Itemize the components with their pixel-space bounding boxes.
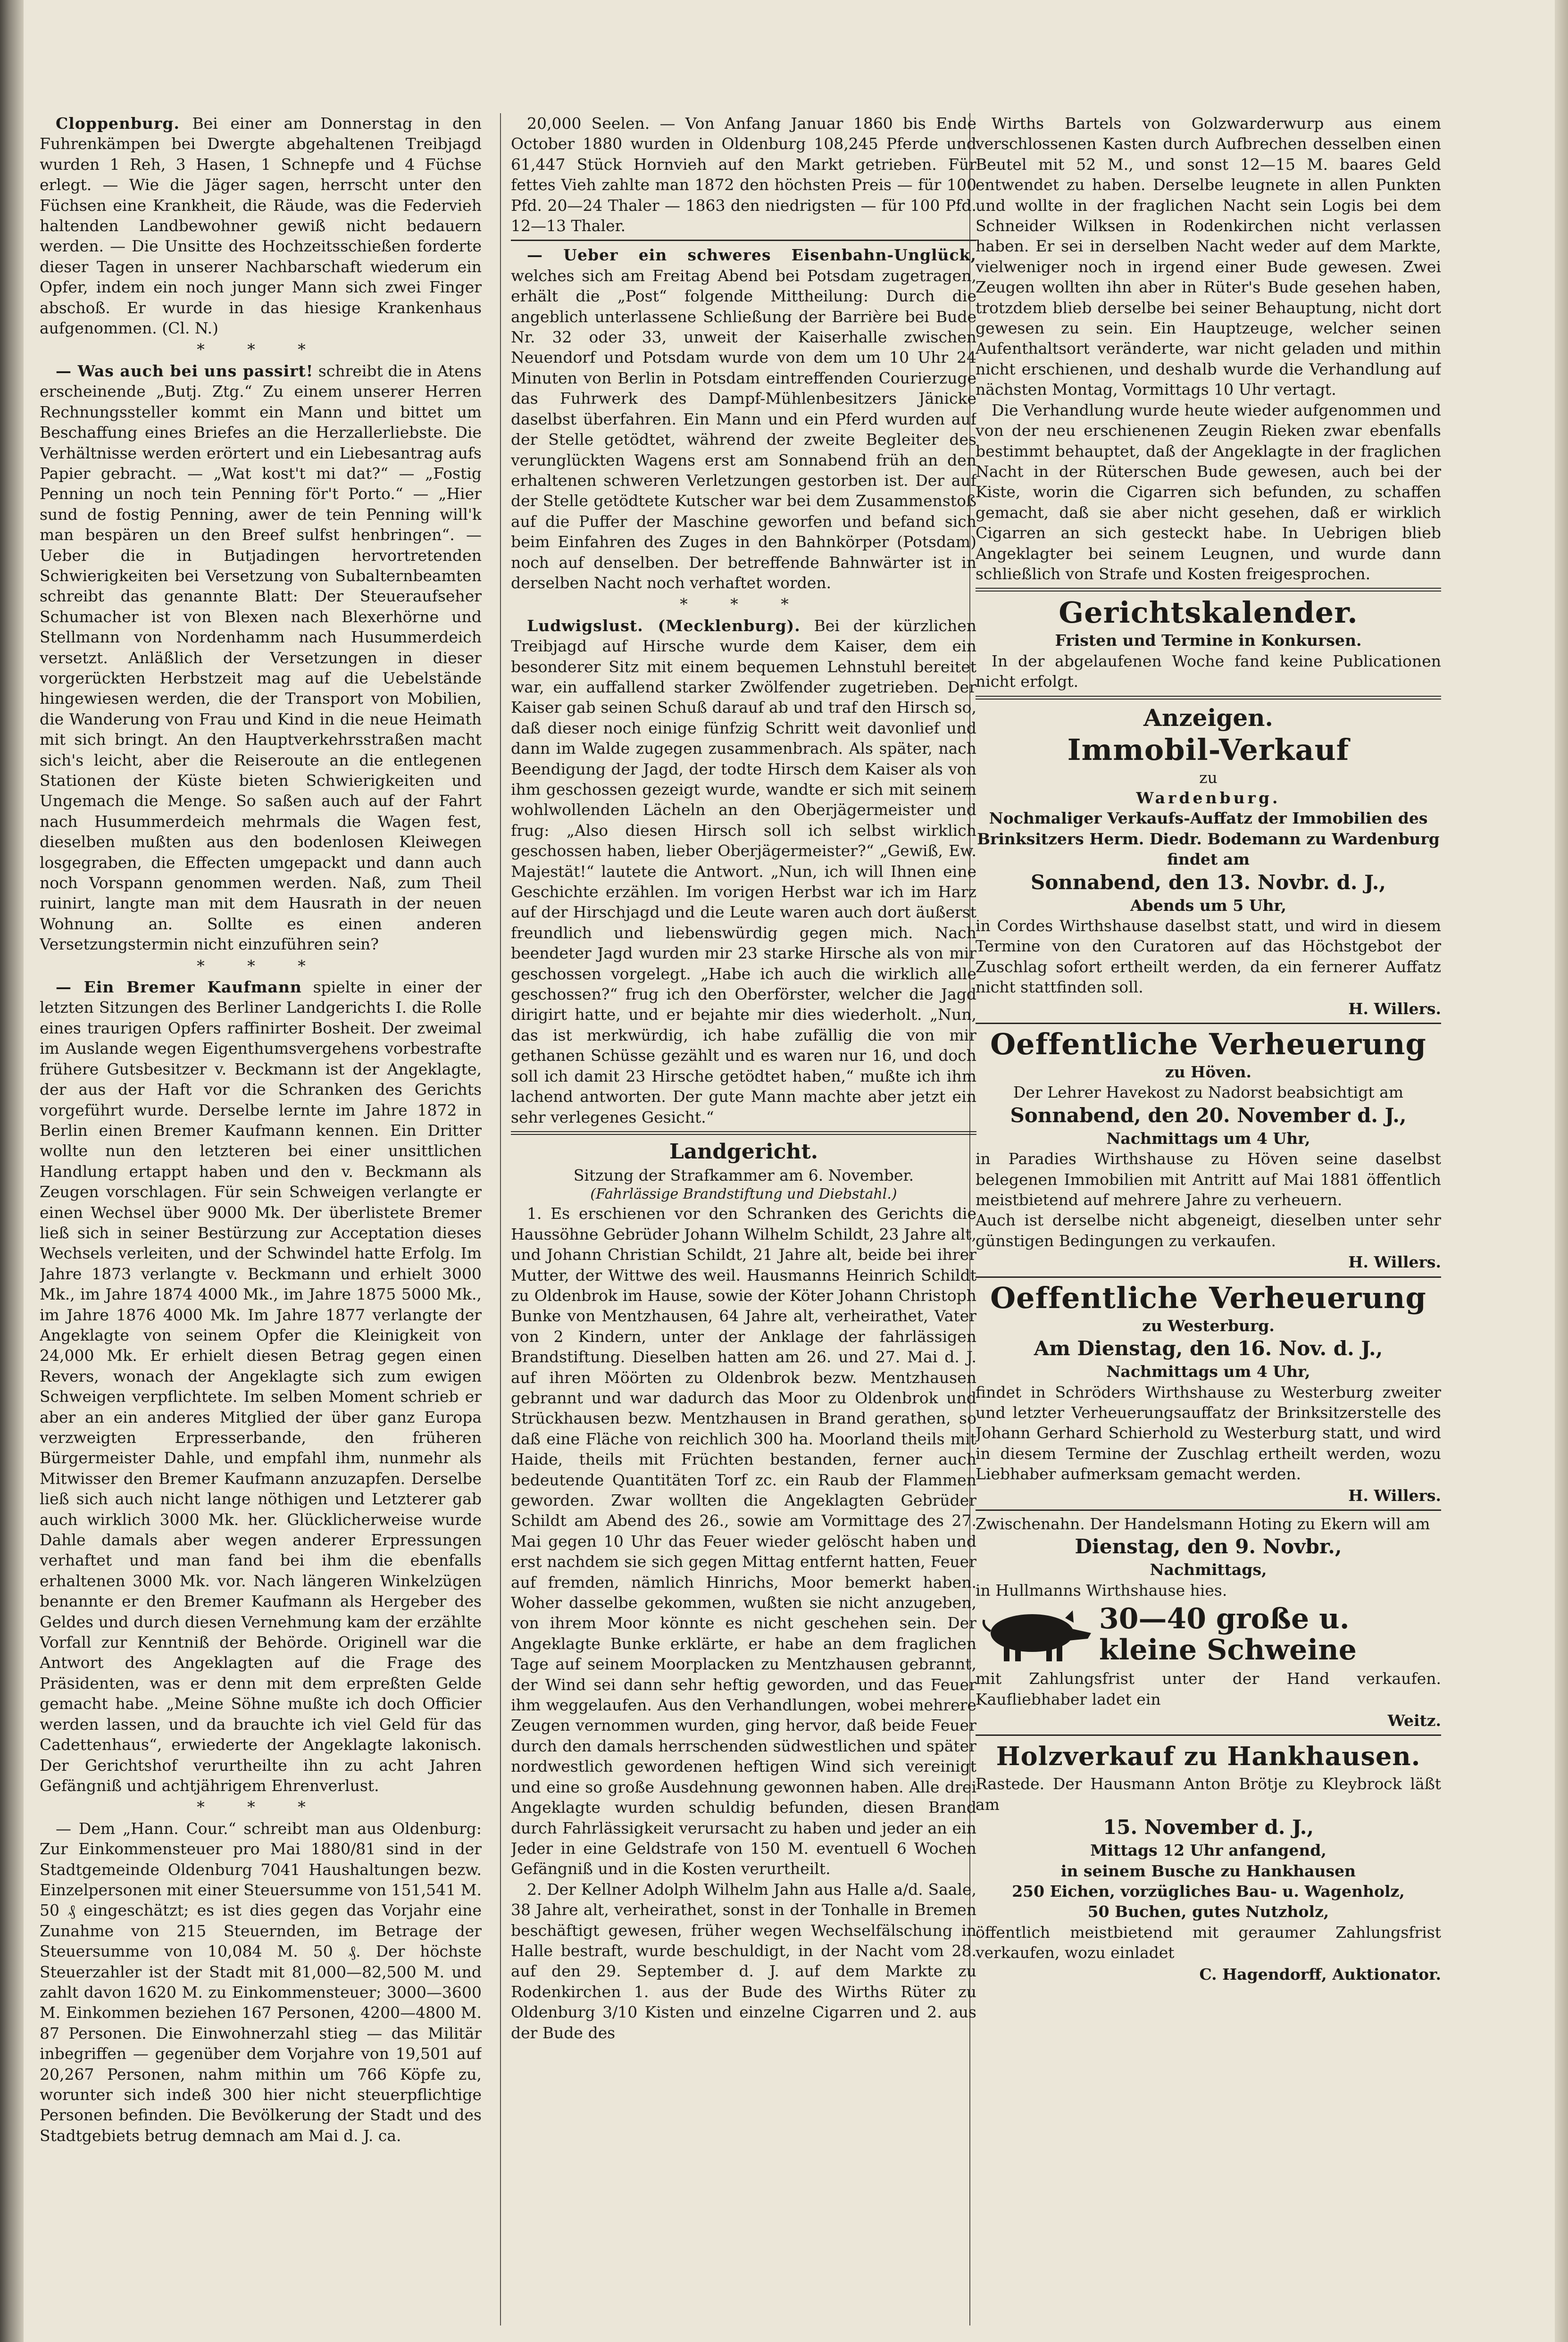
- ad-text: in Hullmanns Wirthshause hies.: [976, 1581, 1227, 1600]
- ad-time: Mittags 12 Uhr anfangend,: [1090, 1841, 1326, 1860]
- article-continued: 20,000 Seelen. — Von Anfang Januar 1860 bis Ende October 1880 wurden in Oldenburg 108,245 Pferde und 61,447 Stück Hornvieh auf den Markt getrieben. Für fettes Vieh zahlte man 1872 den höchsten Preis — für 100 Pfd. 20—24 Thaler — 1863 den niedrigsten — für 100 Pfd. 12—13 Thaler.: [511, 114, 976, 235]
- ad-time: Nachmittags,: [1150, 1560, 1267, 1579]
- column-1: [40, 113, 482, 2330]
- ad-holzverkauf: [976, 1734, 1441, 1984]
- ad-text: in seinem Busche zu Hankhausen: [1060, 1861, 1356, 1880]
- ad-place: zu Höven.: [1165, 1063, 1252, 1082]
- ad-text: öffentlich meistbietend mit geraumer Zahlungsfrist verkaufen, wozu einladet: [976, 1923, 1441, 1962]
- ad-date: Am Dienstag, den 16. Nov. d. J.,: [1034, 1337, 1383, 1360]
- ad-title: Immobil-Verkauf: [1067, 732, 1350, 767]
- article-text: spielte in einer der letzten Sitzungen des Berliner Landgerichts I. die Rolle eines traurigen Opfers raffinirter Bosheit. Der zweimal im Auslande wegen Eigenthumsvergehens vorbestrafte frühere Gutsbesitzer v. Beckmann ist der Angeklagte, der aus der Haft vor die Schranken des Gerichts vorgeführt wurde. Derselbe lernte im Jahre 1872 in Berlin einen Bremer Kaufmann kennen. Ein Dritter wollte nun den letzteren bei einer unsittlichen Handlung ertappt haben und den v. Beckmann als Zeugen vorschlagen. Für sein Schweigen verlangte er einen Wechsel über 9000 Mk. Der überlistete Bremer ließ sich in seiner Bestürzung zur Acceptation dieses Wechsels verleiten, und der Schwindel hatte Erfolg. Im Jahre 1873 verlangte v. Beckmann und erhielt 3000 Mk., im Jahre 1874 4000 Mk., im Jahre 1875 5000 Mk., im Jahre 1876 4000 Mk. Im Jahre 1877 verlangte der Angeklagte von seinem Opfer die Kleinigkeit von 24,000 Mk. Er erhielt diesen Betrag gegen einen Revers, wonach der Angeklagte sich zum ewigen Schweigen verpflichtete. Im selben Moment schrieb er aber an ein anderes Mitglied der über ganz Europa verzweigten Erpresserbande, den früheren Bürgermeister Dahle, und empfahl ihm, nunmehr als Mitwisser den Bremer Kaufmann anzuzapfen. Derselbe ließ sich auch nicht lange nöthigen und Letzterer gab auch wirklich 3000 Mk. her. Glücklicherweise wurde Dahle damals aber wegen anderer Erpressungen verhaftet und man fand bei ihm die ebenfalls erhaltenen 3000 Mk. vor. Nach längeren Winkelzügen benannte er den Bremer Kaufmann als Hergeber des Geldes und durch diesen Vernehmung kam der erzählte Vorfall zur Kenntniß der Behörde. Originell war die Antwort des Angeklagten auf die Frage des Präsidenten, was er denn mit dem erpreßten Gelde gemacht habe. „Meine Söhne mußte ich doch Officier werden lassen, und da brauchte ich viel Geld für das Cadettenhaus“, erwiederte der Angeklagte lakonisch. Der Gerichtshof verurtheilte ihn zu acht Jahren Gefängniß und achtjährigem Ehrenverlust.: [40, 978, 482, 1795]
- ad-big-text: 30—40 große u.: [1099, 1602, 1350, 1636]
- ad-signature: Weitz.: [1387, 1711, 1441, 1730]
- ad-date: Dienstag, den 9. Novbr.,: [1075, 1535, 1342, 1559]
- page-binding: [0, 0, 24, 2342]
- section-separator: * * *: [197, 340, 325, 359]
- article-headline: — Ueber ein schweres Eisenbahn-Unglück,: [527, 246, 976, 265]
- article-text: welches sich am Freitag Abend bei Potsdam zugetragen, erhält die „Post“ folgende Mittheilung: Durch die angeblich unterlassene Schließung der Barrière bei Bude Nr. 32 oder 33, unweit der Kaiserhalle zwischen Neuendorf und Potsdam wurde von dem um 10 Uhr 24 Minuten von Berlin in Potsdam eintreffenden Courierzuge das Fuhrwerk des Dampf-Mühlenbesitzers Jänicke daselbst überfahren. Ein Mann und ein Pferd wurden auf der Stelle getödtet, während der zweite Begleiter des verunglückten Wagens erst am Sonnabend früh an den erhaltenen schweren Verletzungen gestorben ist. Der auf der Stelle getödtete Kutscher war bei dem Zusammenstoß auf die Puffer der Maschine geworfen und befand sich beim Einfahren des Zuges in den Bahnkörper (Potsdam) noch auf denselben. Der betreffende Bahnwärter ist in derselben Nacht noch verhaftet worden.: [511, 266, 976, 592]
- article-text: schreibt die in Atens erscheinende „Butj. Ztg.“ Zu einem unserer Herren Rechnungssteller kommt ein Mann und bittet um Beschaffung eines Briefes an die Herzallerliebste. Die Verhältnisse werden erörtert und ein Liebesantrag aufs Papier gebracht. — „Wat kost't mi dat?“ — „Fostig Penning un noch tein Penning för't Porto.“ — „Hier sund de fostig Penning, awer de tein Penning will'k man bespären un den Breef sulfst henbringen“. — Ueber die in Butjadingen hervortretenden Schwierigkeiten bei Versetzung von Subalternbeamten schreibt das genannte Blatt: Der Steueraufseher Schumacher ist von Blexen nach Blexerhörne und Stellmann von Nordenhamm nach Husummerdeich versetzt. Anläßlich der Versetzungen in dieser vorgerückten Herbstzeit mag auf die Uebelstände hingewiesen werden, die der Transport von Mobilien, die Wanderung von Frau und Kind in die neue Heimath mit sich bringt. An den Hauptverkehrsstraßen macht sich's leicht, aber die Reiseroute an die entlegenen Stationen der Küste bieten Schwierigkeiten und Ungemach die Menge. So saßen auch auf der Fahrt nach Husummerdeich mehrmals die Wagen fest, dieselben mußten aus den bodenlosen Kleiwegen losgegraben, die Effecten umgepackt und dann auch noch Vorspann genommen werden. Naß, zum Theil ruinirt, langte man mit dem Hausrath in der neuen Wohnung an. Sollte es einen anderen Versetzungstermin nicht einzuführen sein?: [40, 361, 482, 954]
- court-subheading-note: (Fahrlässige Brandstiftung und Diebstahl.): [590, 1186, 897, 1203]
- ad-time: Nachmittags um 4 Uhr,: [1106, 1362, 1310, 1381]
- ad-text: 50 Buchen, gutes Nutzholz,: [1087, 1902, 1329, 1921]
- anzeigen-heading: Anzeigen.: [1143, 703, 1273, 732]
- ad-title: Holzverkauf zu Hankhausen.: [996, 1741, 1421, 1772]
- ad-text: Zwischenahn. Der Handelsmann Hoting zu Ekern will am: [976, 1514, 1430, 1533]
- column-3: [976, 113, 1441, 2330]
- article-oldenburg-steuer: — Dem „Hann. Cour.“ schreibt man aus Oldenburg: Zur Einkommensteuer pro Mai 1880/81 sind in der Stadtgemeinde Oldenburg 7041 Haushaltungen bezw. Einzelpersonen mit einer Steuersumme von 151,541 M. 50 ₰ eingeschätzt; es ist dies gegen das Vorjahr eine Zunahme von 215 Steuernden, im Betrage der Steuersumme von 10,084 M. 50 ₰. Der höchste Steuerzahler ist der Stadt mit 81,000—82,500 M. und zahlt davon 1620 M. zu Einkommensteuer; 3000—3600 M. Einkommen beziehen 167 Personen, 4200—4800 M. 87 Personen. Die Einwohnerzahl stieg — das Militär inbegriffen — gegenüber dem Vorjahre von 19,501 auf 20,267 Personen, nahm mithin um 766 Köpfe zu, worunter sich indeß 300 hier nicht steuerpflichtige Personen befinden. Die Bevölkerung der Stadt und des Stadtgebiets betrug demnach am Mai d. J. ca.: [40, 1819, 482, 2145]
- ad-zu: zu: [1199, 768, 1218, 787]
- article-bremer-kaufmann: [40, 977, 482, 1796]
- column-rule: [500, 113, 501, 2325]
- ad-schweine: [976, 1509, 1441, 1731]
- ad-date: Sonnabend, den 20. November d. J.,: [1010, 1103, 1407, 1127]
- ad-title: Oeffentliche Verheuerung: [990, 1280, 1426, 1315]
- divider: [976, 588, 1441, 592]
- ad-signature: C. Hagendorff, Auktionator.: [1199, 1965, 1441, 1984]
- ad-place: Wardenburg.: [1136, 788, 1281, 807]
- court-case-2-continued: Wirths Bartels von Golzwarderwurp aus einem verschlossenen Kasten durch Aufbrechen desselben einen Beutel mit 52 M., und sonst 12—15 M. baares Geld entwendet zu haben. Derselbe leugnete in allen Punkten und wollte in der fraglichen Nacht sein Logis bei dem Schneider Wilksen in Rodenkirchen nicht verlassen haben. Er sei in derselben Nacht weder auf dem Markte, vielweniger noch in irgend einer Bude gewesen. Zwei Zeugen wollten ihn aber in Rüter's Bude gesehen haben, trotzdem blieb derselbe bei seiner Behauptung, nicht dort gewesen zu sein. Ein Hauptzeuge, welcher seinen Aufenthaltsort veränderte, war nicht geladen und mithin nicht erschienen, und deshalb wurde die Verhandlung auf nächsten Montag, Vormittags 10 Uhr vertagt.: [976, 114, 1441, 399]
- page-edge: [1555, 0, 1568, 2342]
- ad-text: in Paradies Wirthshause zu Höven seine daselbst belegenen Immobilien mit Antritt auf Mai 1881 öffentlich meistbietend auf mehrere Jahre zu verheuern.: [976, 1150, 1441, 1209]
- gerichtskalender-heading: Gerichtskalender.: [1059, 595, 1358, 630]
- article-headline: — Was auch bei uns passirt!: [56, 361, 314, 380]
- divider: [511, 1131, 976, 1135]
- ad-title: Oeffentliche Verheuerung: [990, 1027, 1426, 1062]
- ad-pig-row: [976, 1603, 1441, 1666]
- ad-verheuerung-westerburg: [976, 1276, 1441, 1506]
- ad-time: Abends um 5 Uhr,: [1130, 896, 1286, 915]
- ad-immobil-verkauf: [976, 733, 1441, 1019]
- article-headline: — Ein Bremer Kaufmann: [56, 978, 302, 997]
- article-cloppenburg: [40, 113, 482, 338]
- ad-date: 15. November d. J.,: [1103, 1816, 1314, 1839]
- section-separator: * * *: [197, 1798, 325, 1817]
- section-separator: * * *: [680, 595, 808, 614]
- article-text: Bei einer am Donnerstag in den Fuhrenkämpen bei Dwergte abgehaltenen Treibjagd wurden 1 Reh, 3 Hasen, 1 Schnepfe und 4 Füchse erlegt. — Wie die Jäger sagen, herrscht unter den Füchsen eine Krankheit, die Räude, was die Federvieh haltenden Landbewohner gewiß nicht bedauern werden. — Die Unsitte des Hochzeitsschießen forderte dieser Tagen in unserer Nachbarschaft wiederum ein Opfer, indem ein noch junger Mann sich zwei Finger abschoß. Er wurde in das hiesige Krankenhaus aufgenommen. (Cl. N.): [40, 114, 482, 338]
- court-subheading: Sitzung der Strafkammer am 6. November.: [573, 1166, 914, 1184]
- column-2: [511, 113, 976, 2330]
- ad-signature: H. Willers.: [1348, 1486, 1441, 1505]
- ad-signature: H. Willers.: [1348, 999, 1441, 1018]
- court-case-2: 2. Der Kellner Adolph Wilhelm Jahn aus Halle a/d. Saale, 38 Jahre alt, verheirathet, sonst in der Tonhalle in Bremen beschäftigt gewesen, früher wegen Wechselfälschung in Halle bestraft, wurde beschuldigt, in der Nacht vom 28. auf den 29. September d. J. auf dem Markte zu Rodenkirchen 1. aus der Bude des Wirths Rüter zu Oldenburg 3/10 Kisten und einzelne Cigarren und 2. aus der Bude des: [511, 1880, 976, 2042]
- ad-text: Rastede. Der Hausmann Anton Brötje zu Kleybrock läßt am: [976, 1775, 1441, 1814]
- ad-text: Der Lehrer Havekost zu Nadorst beabsichtigt am: [1013, 1083, 1404, 1102]
- ad-text: Nochmaliger Verkaufs-Auffatz der Immobilien des Brinksitzers Herm. Diedr. Bodemann zu Wardenburg findet am: [977, 809, 1440, 869]
- court-case-2-verdict: Die Verhandlung wurde heute wieder aufgenommen und von der neu erschienenen Zeugin Rieken zwar ebenfalls bestimmt behauptet, daß der Angeklagte in der fraglichen Nacht in der Rüterschen Bude gewesen, auch bei der Kiste, worin die Cigarren sich befunden, zu schaffen gemacht, daß sie aber nicht gesehen, daß er wirklich Cigarren an sich gesteckt habe. In Uebrigen blieb Angeklagter bei seinem Leugnen, und wurde dann schließlich von Strafe und Kosten freigesprochen.: [976, 400, 1441, 583]
- ad-text: findet in Schröders Wirthshause zu Westerburg zweiter und letzter Verheuerungsauffatz der Brinksitzerstelle des Johann Gerhard Schierhold zu Westerburg statt, und wird in diesem Termine der Zuschlag ertheilt werden, wozu Liebhaber aufmerksam gemacht werden.: [976, 1383, 1441, 1484]
- ad-time: Nachmittags um 4 Uhr,: [1106, 1129, 1310, 1148]
- article-headline: Cloppenburg.: [56, 114, 180, 133]
- ad-place: zu Westerburg.: [1142, 1316, 1275, 1335]
- pig-icon: [976, 1604, 1093, 1665]
- ad-signature: H. Willers.: [1348, 1253, 1441, 1272]
- ad-text: mit Zahlungsfrist unter der Hand verkaufen. Kaufliebhaber ladet ein: [976, 1669, 1441, 1709]
- article-headline: Ludwigslust. (Mecklenburg).: [527, 616, 801, 635]
- article-passirt: [40, 361, 482, 955]
- article-ludwigslust: [511, 616, 976, 1127]
- ad-text: 250 Eichen, vorzügliches Bau- u. Wagenholz,: [1012, 1882, 1405, 1900]
- ad-date: Sonnabend, den 13. Novbr. d. J.,: [1031, 870, 1386, 894]
- ad-verheuerung-hoeven: [976, 1023, 1441, 1273]
- section-separator: * * *: [197, 956, 325, 975]
- divider: [511, 240, 976, 241]
- gerichtskalender-subheading: Fristen und Termine in Konkursen.: [1055, 631, 1362, 650]
- divider: [976, 696, 1441, 700]
- court-case-1: 1. Es erschienen vor den Schranken des Gerichts die Haussöhne Gebrüder Johann Wilhelm Schildt, 23 Jahre alt, und Johann Christian Schildt, 21 Jahre alt, beide bei ihrer Mutter, der Wittwe des weil. Hausmanns Heinrich Schildt zu Oldenbrok im Hause, sowie der Köter Johann Christoph Bunke von Mentzhausen, 64 Jahre alt, verheirathet, Vater von 2 Kindern, unter der Anklage der fahrlässigen Brandstiftung. Dieselben hatten am 26. und 27. Mai d. J. auf ihren Möörten zu Oldenbrok bezw. Mentzhausen gebrannt und war dadurch das Moor zu Oldenbrok und Strückhausen bezw. Mentzhausen in Brand gerathen, so daß eine Fläche von reichlich 300 ha. Moorland theils mit Haide, theils mit Früchten bestanden, ferner auch bedeutende Quantitäten Torf zc. ein Raub der Flammen geworden. Zwar wollten die Angeklagten Gebrüder Schildt am Abend des 26., sowie am Vormittage des 27. Mai gegen 10 Uhr das Feuer wieder gelöscht haben und erst nachdem sie sich gegen Mittag entfernt hatten, Feuer auf fremden, nämlich Hinrichs, Moor bemerkt haben. Woher dasselbe gekommen, wußten sie nicht anzugeben, von ihrem Moor könnte es nicht geschehen sein. Der Angeklagte Bunke erklärte, er habe an dem fraglichen Tage auf seinem Moorplacken zu Mentzhausen gebrannt, der Wind sei dann sehr heftig geworden, und das Feuer ihm weggelaufen. Aus den Verhandlungen, wobei mehrere Zeugen vernommen wurden, ging hervor, daß beide Feuer durch den damals herrschenden südwestlichen und später nordwestlich gewordenen heftigen Wind sich vereinigt und eine so große Ausdehnung gewonnen haben. Alle drei Angeklagte wurden schuldig befunden, diesen Brand durch Fahrlässigkeit verursacht zu haben und jeder an ein Jeder in eine Geldstrafe von 150 M. eventuell 6 Wochen Gefängniß und in die Kosten verurtheilt.: [511, 1204, 976, 1878]
- ad-text: in Cordes Wirthshause daselbst statt, und wird in diesem Termine von den Curatoren auf das Höchstgebot der Zuschlag sofort ertheilt werden, da ein fernerer Auffatz nicht stattfinden soll.: [976, 917, 1441, 997]
- article-text: Bei der kürzlichen Treibjagd auf Hirsche wurde dem Kaiser, dem ein besonderer Sitz mit einem bequemen Lehnstuhl bereitet war, ein auffallend starker Zwölfender zugetrieben. Der Kaiser gab seinen Schuß darauf ab und traf den Hirsch so, daß dieser noch einige fünfzig Schritt weit davonlief und dann im Walde zugegen zusammenbrach. Als später, nach Beendigung der Jagd, der todte Hirsch dem Kaiser als von ihm geschossen gezeigt wurde, wandte er sich mit seinem wohlwollenden Lächeln an den Oberjägermeister und frug: „Also diesen Hirsch soll ich selbst wirklich geschossen haben, lieber Oberjägermeister?“ „Gewiß, Ew. Majestät!“ lautete die Antwort. „Nun, ich will Ihnen eine Geschichte erzählen. Im vorigen Herbst war ich im Harz auf der Hirschjagd und die Leute waren auch dort äußerst freundlich und liebenswürdig gegen mich. Nach beendeter Jagd wurden mir 23 starke Hirsche als von mir geschossen vorgelegt. „Habe ich auch die wirklich alle geschossen?“ frug ich den Oberförster, welcher die Jagd dirigirt hatte, und er bejahte mir dies wiederholt. „Nun, das ist merkwürdig, ich habe zufällig die von mir gethanen Schüsse gezählt und es waren nur 16, und doch soll ich damit 23 Hirsche getödtet haben,“ mußte ich ihm lachend antworten. Der gute Mann machte aber jetzt ein sehr verlegenes Gesicht.“: [511, 616, 976, 1126]
- article-eisenbahn: [511, 245, 976, 593]
- court-heading: Landgericht.: [669, 1139, 818, 1164]
- gerichtskalender-text: In der abgelaufenen Woche fand keine Publicationen nicht erfolgt.: [976, 651, 1441, 691]
- ad-big-text: kleine Schweine: [1099, 1634, 1357, 1667]
- ad-text: Auch ist derselbe nicht abgeneigt, dieselben unter sehr günstigen Bedingungen zu verkaufen.: [976, 1211, 1441, 1250]
